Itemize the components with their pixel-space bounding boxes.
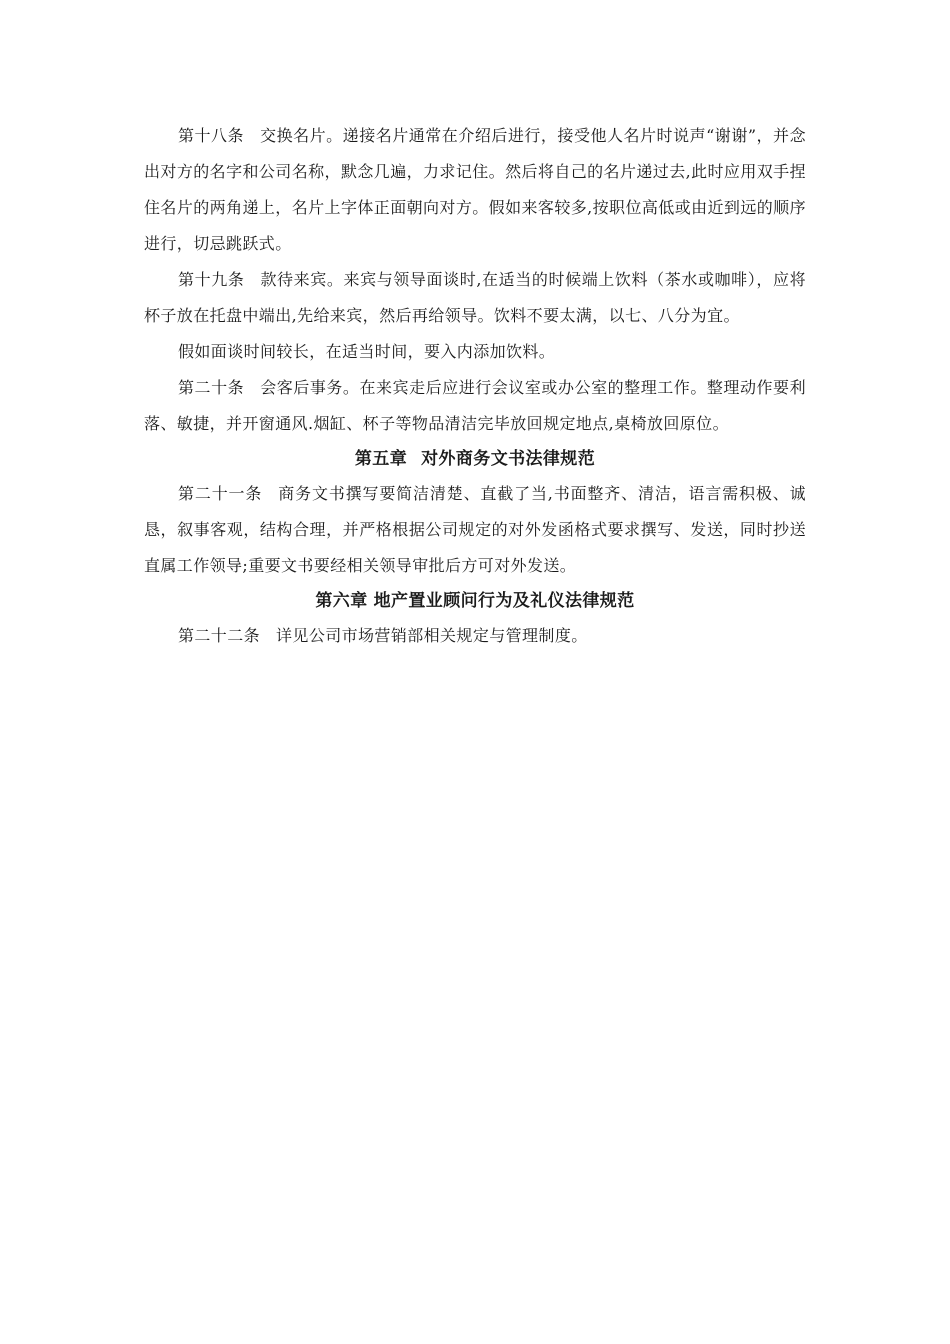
article-number: 第十九条 [178,270,245,289]
article-19-continued [144,334,806,370]
article-text: 交换名片。递接名片通常在介绍后进行，接受他人名片时说声“谢谢”，并念出对方的名字和公司名称，默念几遍，力求记住。然后将自己的名片递过去,此时应用双手捏住名片的两角递上，名片上字体正面朝向对方。假如来客较多,按职位高低或由近到远的顺序进行，切忌跳跃式。 [144,126,806,253]
chapter-title: 对外商务文书法律规范 [421,449,596,469]
article-20 [144,370,806,442]
document-page [144,118,806,654]
article-number: 第二十条 [178,378,245,397]
chapter-title: 地产置业顾问行为及礼仪法律规范 [373,591,635,611]
article-text: 假如面谈时间较长，在适当时间，要入内添加饮料。 [178,342,556,361]
chapter-number: 第五章 [354,449,408,469]
article-19 [144,262,806,334]
article-text: 款待来宾。来宾与领导面谈时,在适当的时候端上饮料（茶水或咖啡），应将杯子放在托盘中端出,先给来宾，然后再给领导。饮料不要太满，以七、八分为宜。 [144,270,806,325]
article-22 [144,618,806,654]
article-number: 第十八条 [178,126,245,145]
article-number: 第二十二条 [178,626,261,645]
chapter-6-heading [144,584,806,618]
article-text: 会客后事务。在来宾走后应进行会议室或办公室的整理工作。整理动作要利落、敏捷，并开窗通风.烟缸、杯子等物品清洁完毕放回规定地点,桌椅放回原位。 [144,378,806,433]
article-text: 详见公司市场营销部相关规定与管理制度。 [276,626,588,645]
chapter-number: 第六章 [315,591,368,611]
article-18 [144,118,806,262]
article-text: 商务文书撰写要简洁清楚、直截了当,书面整齐、清洁，语言需积极、诚恳，叙事客观，结构合理，并严格根据公司规定的对外发函格式要求撰写、发送，同时抄送直属工作领导;重要文书要经相关领导审批后方可对外发送。 [144,484,806,575]
article-number: 第二十一条 [178,484,263,503]
article-21 [144,476,806,584]
chapter-5-heading [144,442,806,476]
